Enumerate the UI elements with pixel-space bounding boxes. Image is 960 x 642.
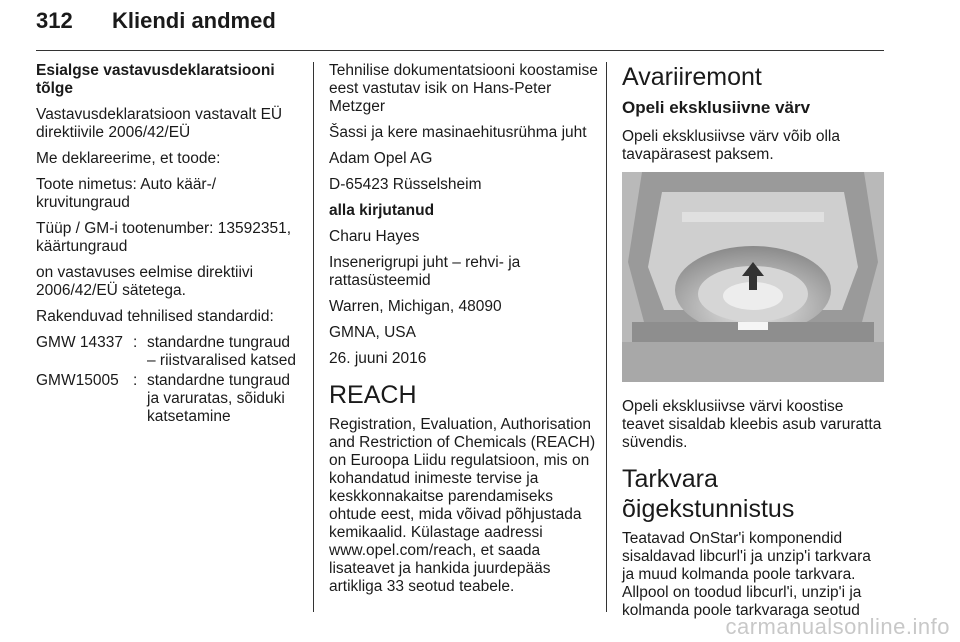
paragraph: Charu Hayes — [329, 228, 420, 245]
spec-key: GMW15005 — [36, 372, 119, 389]
reach-heading: REACH — [329, 381, 417, 409]
spec-value: standardne tungraud – riistvaralised katsed — [147, 334, 297, 369]
paragraph: GMNA, USA — [329, 324, 416, 341]
declaration-heading: Esialgse vastavusdeklaratsiooni tõlge — [36, 62, 275, 97]
paragraph: Warren, Michigan, 48090 — [329, 298, 502, 315]
column-3 — [622, 62, 886, 628]
paragraph: Opeli eksklusiivse värvi koostise teavet sisaldab kleebis asub varuratta süvendis. — [622, 398, 882, 451]
spec-key: GMW 14337 — [36, 334, 124, 351]
paragraph: Šassi ja kere masinaehitusrühma juht — [329, 124, 587, 141]
column-2 — [329, 62, 601, 604]
section-heading: Avariiremont — [622, 63, 762, 91]
reach-text: Registration, Evaluation, Authorisation and Restriction of Chemicals (REACH) on Euroopa Liidu regulatsioon, mis on kohandatud inimeste tervise ja keskkonnakaitse parendamiseks ohtude eest, mida võivad põhjustada kemikaalid. Külastage aadressi www.opel.com/reach, et saada lisateavet ja hankida juurdepääs artikliga 33 seotud teabele. — [329, 416, 596, 595]
paragraph: Opeli eksklusiivse värv võib olla tavapärasest paksem. — [622, 128, 840, 163]
paragraph: Me deklareerime, et toode: — [36, 150, 221, 167]
paragraph: Vastavusdeklaratsioon vastavalt EÜ direktiivile 2006/42/EÜ — [36, 106, 283, 141]
column-divider — [313, 62, 314, 612]
paragraph: on vastavuses eelmise direktiivi 2006/42/EÜ sätetega. — [36, 264, 254, 299]
paragraph: D-65423 Rüsselsheim — [329, 176, 482, 193]
spec-row — [36, 372, 298, 426]
section-heading: Tarkvara õigekstunnistus — [622, 465, 795, 523]
spec-row — [36, 334, 298, 370]
header-rule — [36, 50, 884, 51]
paragraph: Adam Opel AG — [329, 150, 433, 167]
paragraph: Rakenduvad tehnilised standardid: — [36, 308, 274, 325]
watermark: carmanualsonline.info — [725, 614, 950, 639]
paragraph: Tehnilise dokumentatsiooni koostamise eest vastutav isik on Hans-Peter Metzger — [329, 62, 598, 115]
paragraph: Teatavad OnStar'i komponendid sisaldavad libcurl'i ja unzip'i tarkvara ja muud kolmanda poole tarkvara. Allpool on toodud libcurl'i, unzip'i ja kolmanda poole tarkvaraga seotud — [622, 530, 871, 619]
spec-value: standardne tungraud ja varuratas, sõiduki katsetamine — [147, 372, 291, 425]
paragraph: Tüüp / GM-i tootenumber: 13592351, käärtungraud — [36, 220, 292, 255]
spec-separator: : — [133, 334, 138, 351]
date: 26. juuni 2016 — [329, 350, 427, 367]
signed-label: alla kirjutanud — [329, 202, 435, 219]
subsection-heading: Opeli eksklusiivne värv — [622, 98, 811, 117]
chapter-title: Kliendi andmed — [112, 8, 276, 33]
paragraph: Insenerigrupi juht – rehvi- ja rattasüsteemid — [329, 254, 521, 289]
page-number: 312 — [36, 8, 73, 33]
spec-separator: : — [133, 372, 138, 389]
trunk-illustration — [622, 172, 884, 382]
paragraph: Toote nimetus: Auto käär-/ kruvitungraud — [36, 176, 217, 211]
column-divider — [606, 62, 607, 612]
column-1 — [36, 62, 298, 428]
